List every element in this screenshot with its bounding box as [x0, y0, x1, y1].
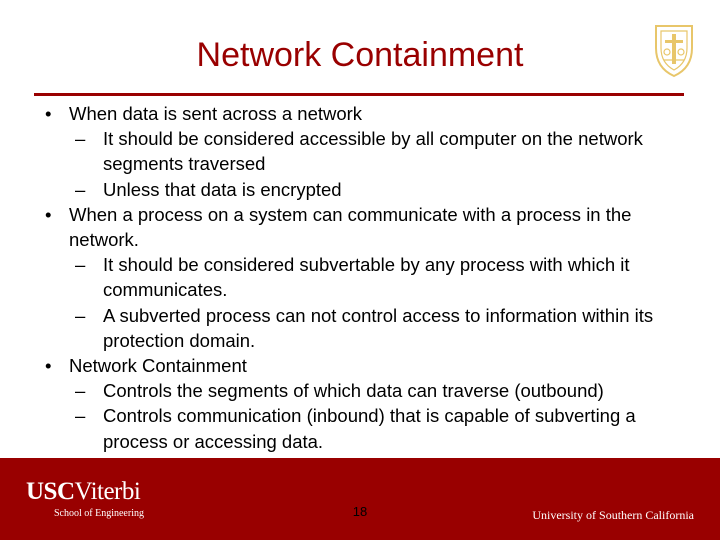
bullet-item [45, 101, 695, 126]
sub-bullet-text: Controls communication (inbound) that is capable of subverting a process or accessing data. [103, 405, 636, 452]
sub-bullet-list [75, 252, 695, 353]
sub-bullet-glyph: – [75, 178, 86, 200]
sub-bullet-text: It should be considered subvertable by any process with which it communicates. [103, 254, 630, 301]
sub-bullet-glyph: – [75, 380, 86, 402]
bullet-text: When a process on a system can communicate with a process in the network. [69, 203, 632, 251]
sub-bullet-text: Controls the segments of which data can traverse (outbound) [103, 380, 604, 402]
bullet-text: Network Containment [69, 355, 247, 377]
title-divider [34, 93, 684, 96]
page-number: 18 [352, 504, 368, 519]
brand-school: School of Engineering [54, 508, 144, 519]
sub-bullet-item [75, 252, 695, 302]
bullet-glyph: • [45, 355, 52, 377]
sub-bullet-glyph: – [75, 304, 86, 326]
bullet-text: When data is sent across a network [69, 103, 363, 124]
sub-bullet-list [75, 126, 695, 202]
slide-title: Network Containment [196, 36, 524, 74]
sub-bullet-item [75, 378, 695, 403]
sub-bullet-item [75, 303, 695, 353]
sub-bullet-text: Unless that data is encrypted [103, 178, 342, 200]
sub-bullet-item [75, 126, 695, 176]
bullet-glyph: • [45, 203, 52, 225]
university-name: University of Southern California [532, 508, 694, 522]
sub-bullet-text: It should be considered accessible by all computer on the network segments traversed [103, 128, 643, 175]
sub-bullet-item [75, 177, 695, 202]
sub-bullet-text: A subverted process can not control access to information within its protection domain. [103, 304, 654, 351]
sub-bullet-list [75, 378, 695, 454]
bullet-list [45, 101, 695, 454]
bullet-item [45, 353, 695, 378]
brand-usc: USC [26, 478, 75, 505]
sub-bullet-item [75, 403, 695, 453]
bullet-item [45, 202, 695, 252]
brand-viterbi: Viterbi [74, 478, 141, 505]
usc-seal-icon [652, 22, 696, 78]
sub-bullet-glyph: – [75, 128, 86, 150]
footer-bar [0, 458, 720, 540]
sub-bullet-glyph: – [75, 254, 86, 276]
bullet-glyph: • [45, 103, 52, 124]
sub-bullet-glyph: – [75, 405, 86, 427]
